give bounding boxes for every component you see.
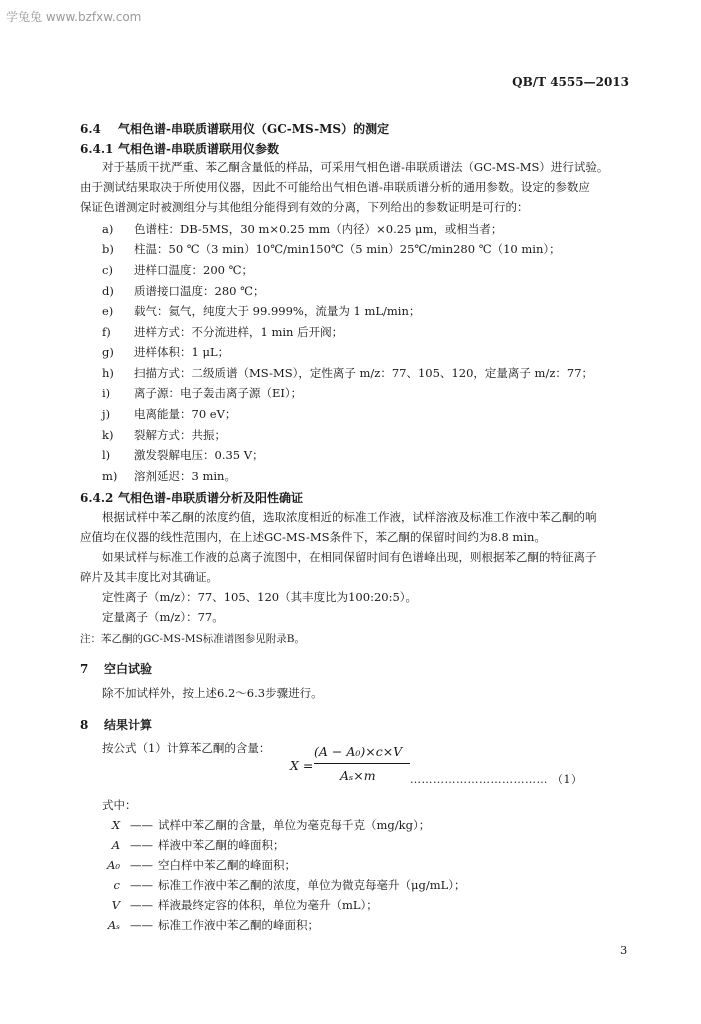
- item-label: c): [102, 263, 113, 277]
- variable-row: [98, 918, 319, 933]
- section-title: 空白试验: [104, 662, 153, 676]
- variable-row: [98, 878, 466, 893]
- variable-desc: 样液中苯乙酮的峰面积；: [158, 838, 285, 852]
- paragraph-line: 如果试样与标准工作液的总离子流图中，在相同保留时间有色谱峰出现，则根据苯乙酮的特征离子: [102, 550, 597, 564]
- section-number: 6.4.2: [80, 491, 114, 505]
- section-number: 6.4.1: [80, 142, 114, 156]
- item-label: f): [102, 325, 111, 339]
- variable-dash: ——: [130, 858, 153, 872]
- variable-symbol: A: [111, 838, 120, 852]
- standard-number: QB/T 4555—2013: [512, 75, 629, 89]
- item-label: k): [102, 428, 114, 442]
- variable-dash: ——: [130, 918, 153, 932]
- item-label: e): [102, 304, 114, 318]
- variable-desc: 试样中苯乙酮的含量，单位为毫克每千克（mg/kg）；: [158, 818, 431, 832]
- param-item-a: [102, 222, 502, 237]
- variable-symbol: X: [111, 818, 120, 832]
- variable-symbol: c: [113, 878, 120, 892]
- variable-dash: ——: [130, 838, 153, 852]
- paragraph-line: 应值均在仪器的线性范围内，在上述GC-MS-MS条件下，苯乙酮的保留时间约为8.8 min。: [80, 530, 546, 544]
- item-label: h): [102, 366, 114, 380]
- section-title: 气相色谱-串联质谱分析及阳性确证: [118, 491, 303, 505]
- item-label: d): [102, 284, 114, 298]
- leader-dots: ………………………………: [410, 773, 548, 786]
- item-label: m): [102, 469, 118, 483]
- formula-intro: 按公式（1）计算苯乙酮的含量：: [102, 741, 271, 755]
- item-label: i): [102, 386, 111, 400]
- blank-test-text: 除不加试样外，按上述6.2～6.3步骤进行。: [102, 686, 323, 700]
- paragraph-line: 保证色谱测定时被测组分与其他组分能得到有效的分离，下列给出的参数证明是可行的：: [80, 200, 529, 214]
- where-label: 式中：: [102, 798, 137, 812]
- section-number: 6.4: [80, 122, 101, 136]
- variable-symbol: A₀: [107, 858, 120, 872]
- variable-row: [98, 818, 430, 833]
- item-label: g): [102, 345, 114, 359]
- section-title: 结果计算: [104, 718, 153, 732]
- param-item-l: [102, 448, 264, 463]
- param-item-i: [102, 386, 302, 401]
- quantitative-ions: 定量离子（m/z）：77。: [102, 610, 224, 624]
- variable-dash: ——: [130, 898, 153, 912]
- section-number: 7: [80, 662, 89, 676]
- paragraph-line: 由于测试结果取决于所使用仪器，因此不可能给出气相色谱-串联质谱分析的通用参数。设定的参数应: [80, 180, 590, 194]
- watermark: 学兔兔 www.bzfxw.com: [6, 10, 142, 24]
- paragraph-line: 对于基质干扰严重、苯乙酮含量低的样品，可采用气相色谱-串联质谱法（GC-MS-MS）进行试验。: [102, 160, 609, 174]
- qualitative-ions: 定性离子（m/z）：77、105、120（其丰度比为100:20:5）。: [102, 590, 418, 604]
- variable-dash: ——: [130, 818, 153, 832]
- variable-symbol: Aₛ: [107, 918, 120, 932]
- param-item-f: [102, 325, 343, 340]
- variable-dash: ——: [130, 878, 153, 892]
- formula-number: （1）: [552, 773, 583, 786]
- item-text: 进样口温度：200 ℃；: [134, 263, 253, 277]
- item-text: 激发裂解电压：0.35 V；: [134, 448, 264, 462]
- section-6-4-1-heading: [80, 140, 279, 157]
- formula-lhs: X =: [290, 758, 314, 773]
- item-text: 质谱接口温度：280 ℃；: [134, 284, 265, 298]
- param-item-b: [102, 242, 561, 257]
- variable-desc: 空白样中苯乙酮的峰面积；: [158, 858, 296, 872]
- variable-row: [98, 898, 378, 913]
- note: 注：苯乙酮的GC-MS-MS标准谱图参见附录B。: [80, 633, 306, 645]
- item-label: j): [102, 407, 111, 421]
- item-text: 色谱柱：DB-5MS，30 m×0.25 mm（内径）×0.25 μm，或相当者；: [134, 222, 503, 236]
- param-item-e: [102, 304, 420, 319]
- param-item-h: [102, 366, 593, 381]
- item-text: 进样方式：不分流进样，1 min 后开阀；: [134, 325, 344, 339]
- item-label: a): [102, 222, 114, 236]
- fraction-bar: [314, 763, 410, 764]
- item-label: b): [102, 242, 114, 256]
- section-number: 8: [80, 718, 89, 732]
- section-6-4-2-heading: [80, 489, 303, 506]
- param-item-c: [102, 263, 253, 278]
- variable-desc: 标准工作液中苯乙酮的峰面积；: [158, 918, 319, 932]
- variable-row: [98, 838, 285, 853]
- item-label: l): [102, 448, 111, 462]
- param-item-g: [102, 345, 229, 360]
- section-7-heading: [80, 660, 152, 677]
- section-6-4-heading: [80, 120, 389, 137]
- param-item-j: [102, 407, 236, 422]
- variable-symbol: V: [111, 898, 120, 912]
- section-title: 气相色谱-串联质谱联用仪参数: [118, 142, 279, 156]
- item-text: 进样体积：1 μL；: [134, 345, 230, 359]
- formula-leader: [410, 771, 583, 787]
- variable-desc: 标准工作液中苯乙酮的浓度，单位为微克每毫升（μg/mL）；: [158, 878, 466, 892]
- variable-row: [98, 858, 296, 873]
- paragraph-line: 根据试样中苯乙酮的浓度约值，选取浓度相近的标准工作液，试样溶液及标准工作液中苯乙酮的响: [102, 510, 597, 524]
- variable-desc: 样液最终定容的体积，单位为毫升（mL）；: [158, 898, 378, 912]
- item-text: 离子源：电子轰击离子源（EI）；: [134, 386, 303, 400]
- param-item-d: [102, 284, 264, 299]
- section-title: 气相色谱-串联质谱联用仪（GC-MS-MS）的测定: [118, 122, 390, 136]
- section-8-heading: [80, 716, 152, 733]
- formula-denominator: Aₛ×m: [340, 768, 376, 783]
- formula: [290, 744, 410, 794]
- page-number: 3: [620, 943, 628, 957]
- formula-numerator: (A − A₀)×c×V: [314, 744, 403, 759]
- item-text: 载气：氦气，纯度大于 99.999%，流量为 1 mL/min；: [134, 304, 421, 318]
- paragraph-line: 碎片及其丰度比对其确证。: [80, 570, 218, 584]
- item-text: 柱温：50 ℃（3 min）10℃/min150℃（5 min）25℃/min280 ℃（10 min）；: [134, 242, 561, 256]
- item-text: 扫描方式：二级质谱（MS-MS），定性离子 m/z：77、105、120，定量离子 m/z：77；: [134, 366, 594, 380]
- param-item-k: [102, 428, 226, 443]
- item-text: 溶剂延迟：3 min。: [134, 469, 236, 483]
- item-text: 裂解方式：共振；: [134, 428, 226, 442]
- item-text: 电离能量：70 eV；: [134, 407, 237, 421]
- param-item-m: [102, 469, 236, 484]
